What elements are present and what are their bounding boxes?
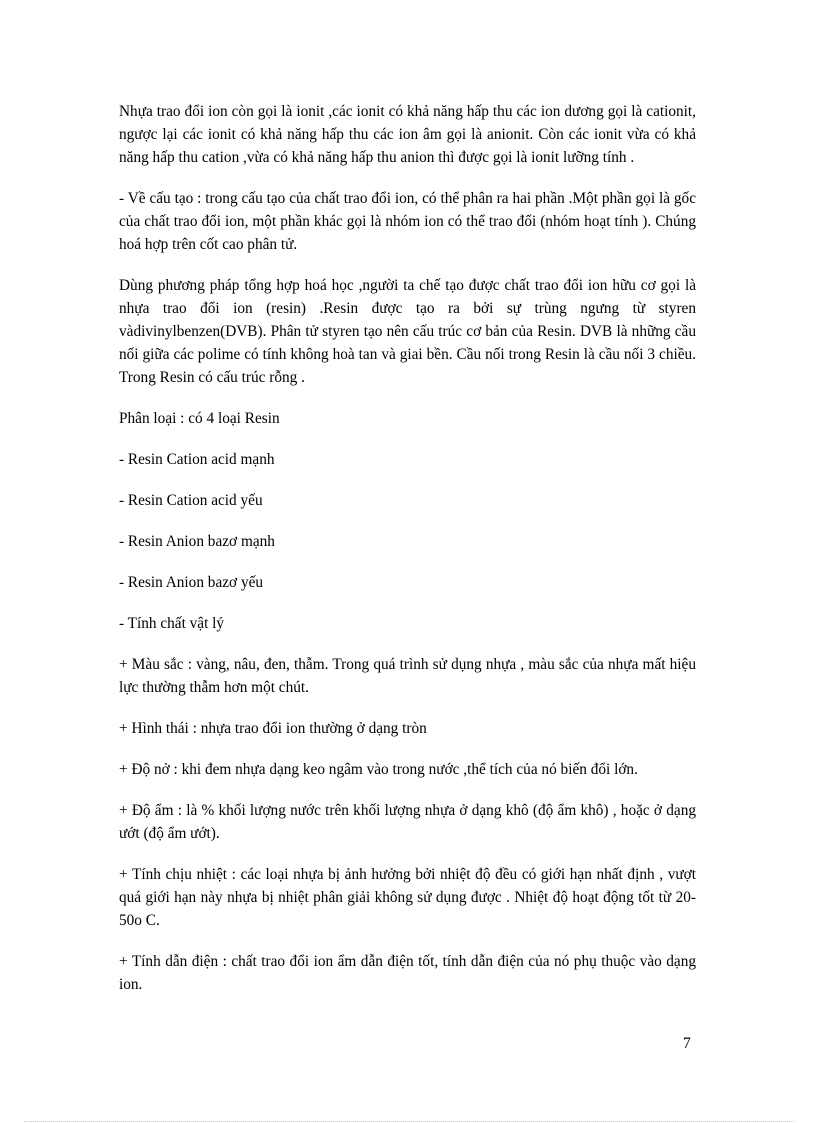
page-body (119, 100, 696, 1014)
paragraph-resin-synthesis: Dùng phương pháp tổng hợp hoá học ,người ta chế tạo được chất trao đổi ion hữu cơ gọi là nhựa trao đổi ion (resin) .Resin được tạo ra bởi sự trùng ngưng từ styren vàdivinylbenzen(DVB). Phân tử styren tạo nên cấu trúc cơ bản của Resin. DVB là những cầu nối giữa các polime có tính không hoà tan và giai bền. Cầu nối trong Resin là cầu nối 3 chiều. Trong Resin có cấu trúc rỗng . (119, 277, 696, 386)
list-item-weak-base-anion: - Resin Anion bazơ yếu (119, 574, 264, 591)
property-color: + Màu sắc : vàng, nâu, đen, thẫm. Trong quá trình sử dụng nhựa , màu sắc của nhựa mất hiệu lực thường thẫm hơn một chút. (119, 656, 696, 696)
list-item-strong-base-anion: - Resin Anion bazơ mạnh (119, 533, 275, 550)
paragraph-structure: - Về cấu tạo : trong cấu tạo của chất trao đổi ion, có thể phân ra hai phần .Một phần gọi là gốc của chất trao đổi ion, một phần khác gọi là nhóm ion có thể trao đổi (nhóm hoạt tính ). Chúng hoá hợp trên cốt cao phân tử. (119, 190, 696, 253)
property-heat-resistance: + Tính chịu nhiệt : các loại nhựa bị ảnh hưởng bởi nhiệt độ đều có giới hạn nhất định , vượt quá giới hạn này nhựa bị nhiệt phân giải không sử dụng được . Nhiệt độ hoạt động tốt từ 20-50o C. (119, 866, 696, 929)
list-item-strong-acid-cation: - Resin Cation acid mạnh (119, 451, 275, 468)
list-item-weak-acid-cation: - Resin Cation acid yếu (119, 492, 263, 509)
property-conductivity: + Tính dẫn điện : chất trao đổi ion ẩm dẫn điện tốt, tính dẫn điện của nó phụ thuộc vào dạng ion. (119, 953, 696, 993)
page-bottom-divider (24, 1121, 794, 1122)
property-moisture: + Độ ẩm : là % khối lượng nước trên khối lượng nhựa ở dạng khô (độ ẩm khô) , hoặc ở dạng ướt (độ ẩm ướt). (119, 802, 696, 842)
heading-physical-properties: - Tính chất vật lý (119, 615, 225, 632)
property-swelling: + Độ nở : khi đem nhựa dạng keo ngâm vào trong nước ,thể tích của nó biến đổi lớn. (119, 761, 638, 778)
paragraph-classification: Phân loại : có 4 loại Resin (119, 410, 280, 427)
page-number: 7 (683, 1035, 691, 1052)
paragraph-ionit-definition: Nhựa trao đổi ion còn gọi là ionit ,các ionit có khả năng hấp thu các ion dương gọi là cationit, ngược lại các ionit có khả năng hấp thu các ion âm gọi là anionit. Còn các ionit vừa có khả năng hấp thu cation ,vừa có khả năng hấp thu anion thì được gọi là ionit lưỡng tính . (119, 103, 696, 166)
property-shape: + Hình thái : nhựa trao đổi ion thường ở dạng tròn (119, 720, 427, 737)
